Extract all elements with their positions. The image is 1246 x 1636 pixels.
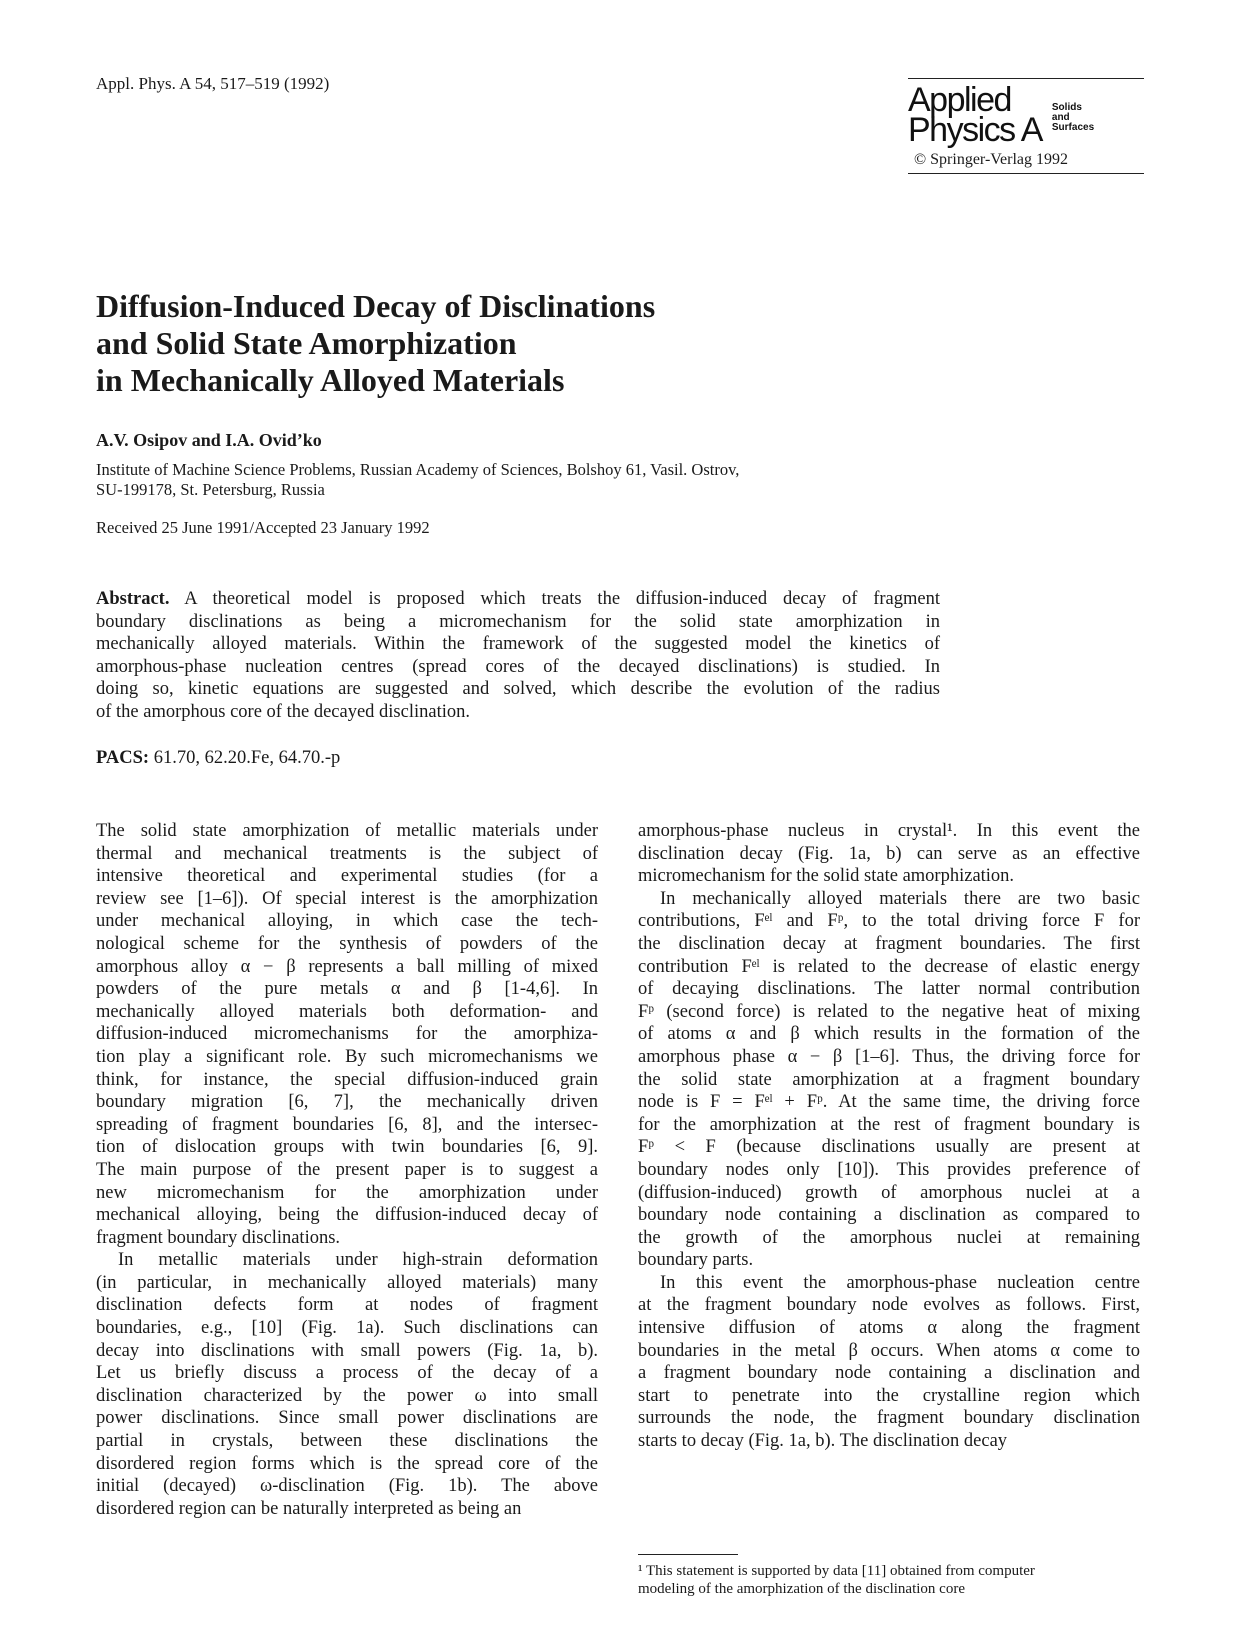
body-text-line: disordered region forms which is the spread core of the xyxy=(96,1453,598,1474)
body-text-line: tion play a significant role. By such micromechanisms we xyxy=(96,1046,598,1067)
title-line: and Solid State Amorphization xyxy=(96,325,517,361)
body-text-line: disclination characterized by the power ω into small xyxy=(96,1385,598,1406)
journal-section-line3: Surfaces xyxy=(1051,122,1095,133)
body-text-line: of decaying disclinations. The latter normal contribution xyxy=(638,979,1140,1000)
received-dates: Received 25 June 1991/Accepted 23 January 1992 xyxy=(96,518,430,537)
journal-section-line2: and xyxy=(1051,112,1070,123)
abstract-label: Abstract. xyxy=(96,589,170,609)
body-text-line: (diffusion-induced) growth of amorphous nuclei at a xyxy=(638,1182,1140,1203)
divider xyxy=(908,78,1144,79)
journal-section xyxy=(1042,103,1094,133)
body-text-line: boundary parts. xyxy=(638,1250,754,1271)
title-line: Diffusion-Induced Decay of Disclinations xyxy=(96,288,656,324)
body-text-line: review see [1–6]). Of special interest is the amorphization xyxy=(96,888,598,909)
abstract-line: doing so, kinetic equations are suggested and solved, which describe the evolution of the radius xyxy=(96,679,940,699)
body-text-line: the growth of the amorphous nuclei at remaining xyxy=(638,1227,1140,1248)
authors: A.V. Osipov and I.A. Ovid’ko xyxy=(96,430,322,450)
body-text-line: intensive diffusion of atoms α along the fragment xyxy=(638,1318,1140,1339)
body-text-line: for the amorphization at the rest of fragment boundary is xyxy=(638,1114,1140,1135)
abstract-line: boundary disclinations as being a micromechanism for the solid state amorphization in xyxy=(96,611,940,632)
footnote-divider xyxy=(638,1554,738,1555)
body-text-line: thermal and mechanical treatments is the subject of xyxy=(96,843,598,864)
body-text-line: tion of dislocation groups with twin boundaries [6, 9]. xyxy=(96,1137,598,1158)
body-text-line: a fragment boundary node containing a disclination and xyxy=(638,1363,1140,1384)
body-text-line: power disclinations. Since small power disclinations are xyxy=(96,1408,598,1429)
body-text-line: Fᵖ < F (because disclinations usually are present at xyxy=(638,1137,1140,1158)
body-text-line: the solid state amorphization at a fragment boundary xyxy=(638,1069,1140,1090)
body-text-line: boundary nodes only [10]). This provides preference of xyxy=(638,1159,1140,1180)
body-text-line: disclination decay (Fig. 1a, b) can serve as an effective xyxy=(638,843,1140,864)
body-text-line: think, for instance, the special diffusion-induced grain xyxy=(96,1069,598,1090)
abstract-line xyxy=(96,588,940,611)
body-text-line: fragment boundary disclinations. xyxy=(96,1227,341,1248)
body-text-line: at the fragment boundary node evolves as follows. First, xyxy=(638,1295,1140,1316)
affiliation-line: SU-199178, St. Petersburg, Russia xyxy=(96,480,325,499)
body-text-line: In metallic materials under high-strain deformation xyxy=(118,1250,598,1271)
body-text-line: of atoms α and β which results in the formation of the xyxy=(638,1024,1140,1045)
body-text-line: amorphous-phase nucleus in crystal¹. In this event the xyxy=(638,821,1140,841)
affiliation-line: Institute of Machine Science Problems, Russian Academy of Sciences, Bolshoy 61, Vasil. Ostrov, xyxy=(96,460,740,479)
journal-name-line2: Physics A xyxy=(908,111,1042,149)
body-text-line: boundary node containing a disclination as compared to xyxy=(638,1205,1140,1226)
body-text-line: (in particular, in mechanically alloyed materials) many xyxy=(96,1272,598,1293)
body-text-line: In mechanically alloyed materials there are two basic xyxy=(660,888,1140,909)
body-text-line: disclination defects form at nodes of fragment xyxy=(96,1295,598,1316)
abstract-line: mechanically alloyed materials. Within the framework of the suggested model the kinetics of xyxy=(96,634,940,654)
body-text-line: initial (decayed) ω-disclination (Fig. 1b). The above xyxy=(96,1476,598,1497)
article-title xyxy=(96,288,896,399)
body-text-line: disordered region can be naturally interpreted as being an xyxy=(96,1498,522,1519)
body-text-line: nological scheme for the synthesis of powders of the xyxy=(96,933,598,954)
journal-citation: Appl. Phys. A 54, 517–519 (1992) xyxy=(96,74,330,93)
pacs-value: 61.70, 62.20.Fe, 64.70.-p xyxy=(149,748,341,768)
affiliation xyxy=(96,460,976,500)
body-text-line: new micromechanism for the amorphization under xyxy=(96,1182,598,1203)
body-text-line: boundaries, e.g., [10] (Fig. 1a). Such disclinations can xyxy=(96,1318,598,1339)
body-text-line: starts to decay (Fig. 1a, b). The disclination decay xyxy=(638,1431,1008,1452)
body-text-line: partial in crystals, between these disclinations the xyxy=(96,1431,598,1452)
divider xyxy=(908,173,1144,174)
footnote-line: modeling of the amorphization of the disclination core xyxy=(638,1581,965,1597)
body-text-line: boundary migration [6, 7], the mechanically driven xyxy=(96,1092,598,1113)
body-text-line: contributions, Fᵉˡ and Fᵖ, to the total driving force F for xyxy=(638,911,1140,932)
body-text-line: Let us briefly discuss a process of the decay of a xyxy=(96,1363,598,1384)
body-text-line: start to penetrate into the crystalline region which xyxy=(638,1385,1140,1406)
body-text-line: In this event the amorphous-phase nucleation centre xyxy=(660,1272,1140,1293)
body-text-line: boundaries in the metal β occurs. When atoms α come to xyxy=(638,1340,1140,1361)
body-text-line: Fᵖ (second force) is related to the negative heat of mixing xyxy=(638,1001,1140,1022)
body-text-line: the disclination decay at fragment boundaries. The first xyxy=(638,933,1140,954)
body-text-line: powders of the pure metals α and β [1-4,6]. In xyxy=(96,979,598,1000)
body-column-right xyxy=(638,820,1140,1453)
body-text-line: decay into disclinations with small powers (Fig. 1a, b). xyxy=(96,1340,598,1361)
pacs-codes xyxy=(96,748,340,769)
body-text-line: mechanically alloyed materials both deformation- and xyxy=(96,1001,598,1022)
body-text-line: surrounds the node, the fragment boundary disclination xyxy=(638,1408,1140,1429)
journal-section-line1: Solids xyxy=(1051,102,1082,113)
abstract-text: A theoretical model is proposed which treats the diffusion-induced decay of fragment xyxy=(169,589,940,609)
body-text-line: The solid state amorphization of metallic materials under xyxy=(96,821,598,841)
body-text-line: The main purpose of the present paper is to suggest a xyxy=(96,1159,598,1180)
journal-logo-box xyxy=(908,78,1144,174)
body-text-line: node is F = Fᵉˡ + Fᵖ. At the same time, the driving force xyxy=(638,1092,1140,1113)
body-text-line: amorphous phase α − β [1–6]. Thus, the driving force for xyxy=(638,1046,1140,1067)
abstract xyxy=(96,588,940,723)
body-column-left xyxy=(96,820,598,1520)
body-text-line: mechanical alloying, being the diffusion-induced decay of xyxy=(96,1205,598,1226)
journal-name-line1: Applied xyxy=(908,81,1011,119)
body-text-line: amorphous alloy α − β represents a ball milling of mixed xyxy=(96,956,598,977)
body-text-line: intensive theoretical and experimental studies (for a xyxy=(96,866,598,887)
journal-logo xyxy=(908,81,1042,149)
abstract-line: of the amorphous core of the decayed disclination. xyxy=(96,701,470,722)
publisher-copyright: © Springer-Verlag 1992 xyxy=(914,151,1069,168)
body-text-line: contribution Fᵉˡ is related to the decrease of elastic energy xyxy=(638,956,1140,977)
body-text-line: under mechanical alloying, in which case the tech- xyxy=(96,911,598,932)
body-text-line: micromechanism for the solid state amorphization. xyxy=(638,866,1015,887)
footnote-line: ¹ This statement is supported by data [11] obtained from computer xyxy=(638,1563,1035,1579)
abstract-line: amorphous-phase nucleation centres (spread cores of the decayed disclinations) is studied. In xyxy=(96,656,940,677)
body-text-line: spreading of fragment boundaries [6, 8], and the intersec- xyxy=(96,1114,598,1135)
footnote xyxy=(638,1562,1138,1598)
title-line: in Mechanically Alloyed Materials xyxy=(96,362,565,398)
pacs-label: PACS: xyxy=(96,748,150,768)
body-text-line: diffusion-induced micromechanisms for the amorphiza- xyxy=(96,1024,598,1045)
